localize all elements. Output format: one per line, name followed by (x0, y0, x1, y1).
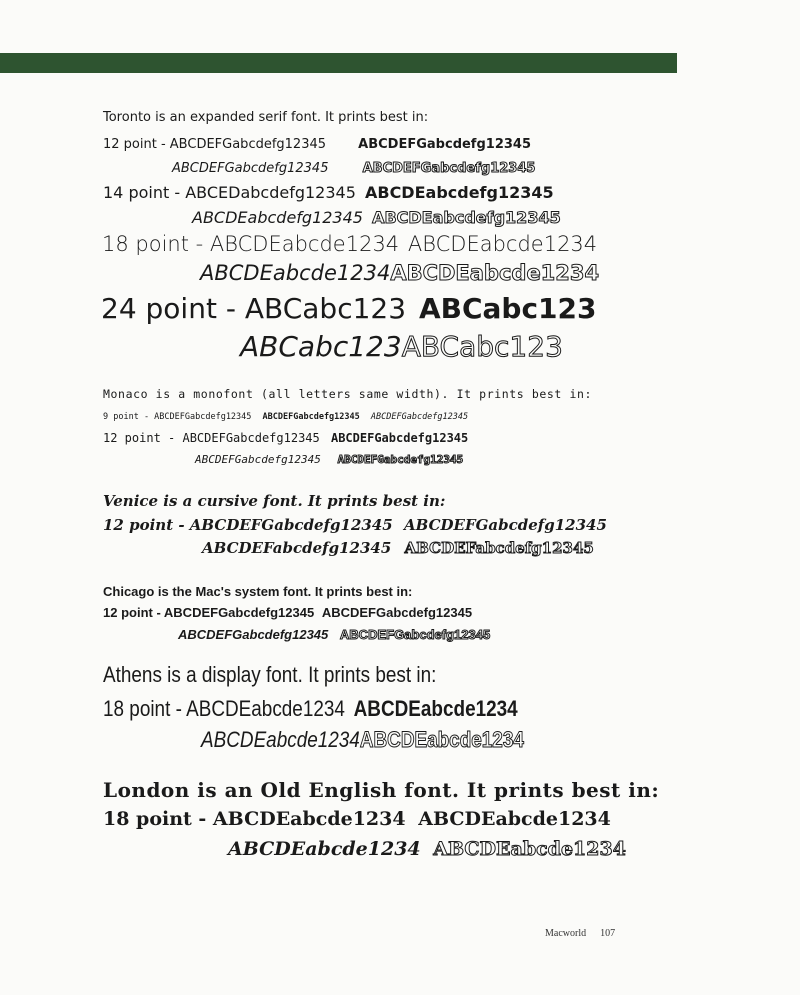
venice-12-outline: ABCDEFabcdefg12345 (404, 539, 594, 557)
monaco-12-styles (195, 454, 463, 465)
toronto-14-italic: ABCDEabcdefg12345 (192, 208, 363, 227)
venice-12-plain: 12 point - ABCDEFGabcdefg12345 (103, 516, 393, 534)
page-footer (545, 928, 615, 939)
toronto-24-plain: 24 point - ABCabc123 (101, 292, 407, 325)
monaco-12-point (103, 432, 468, 444)
athens-18-bold: ABCDEabcde1234 (353, 696, 518, 721)
london-18-styles (228, 840, 626, 859)
toronto-12-point (103, 138, 531, 151)
toronto-intro: Toronto is an expanded serif font. It prints best in: (103, 110, 429, 125)
athens-18-point (103, 698, 518, 720)
toronto-12-italic: ABCDEFGabcdefg12345 (172, 161, 329, 176)
venice-12-italic: ABCDEFabcdefg12345 (202, 539, 392, 557)
toronto-18-plain-2: ABCDEabcde1234 (407, 232, 598, 256)
toronto-18-outline: ABCDEabcde1234 (390, 261, 600, 285)
chicago-12-bold: ABCDEFGabcdefg12345 (321, 605, 473, 620)
monaco-12-plain: 12 point - ABCDEFGabcdefg12345 (103, 431, 320, 445)
page-number: 107 (600, 928, 616, 939)
athens-18-plain: 18 point - ABCDEabcde1234 (103, 696, 345, 721)
toronto-24-styles (240, 330, 563, 363)
chicago-intro: Chicago is the Mac's system font. It prints best in: (103, 584, 413, 599)
venice-12-bold: ABCDEFGabcdefg12345 (403, 516, 607, 534)
toronto-18-styles (200, 263, 599, 284)
chicago-12-italic: ABCDEFGabcdefg12345 (178, 627, 329, 642)
toronto-18-italic: ABCDEabcde1234 (200, 261, 391, 285)
venice-12-styles (202, 541, 594, 556)
athens-intro: Athens is a display font. It prints best in: (103, 662, 437, 687)
toronto-12-outline: ABCDEFGabcdefg12345 (362, 161, 536, 176)
toronto-14-styles (192, 210, 561, 226)
toronto-12-styles (172, 162, 535, 175)
header-bar (0, 53, 677, 73)
monaco-12-outline: ABCDEFGabcdefg12345 (337, 453, 464, 466)
chicago-12-styles (178, 628, 490, 641)
monaco-9-italic: ABCDEFGabcdefg12345 (370, 412, 469, 422)
toronto-24-italic: ABCabc123 (240, 330, 402, 363)
chicago-12-outline: ABCDEFGabcdefg12345 (339, 627, 491, 642)
chicago-12-point (103, 606, 472, 619)
toronto-24-outline: ABCabc123 (401, 330, 563, 363)
monaco-intro: Monaco is a monofont (all letters same width). It prints best in: (103, 387, 593, 401)
monaco-9-point (103, 413, 468, 422)
london-18-outline: ABCDEabcde1234 (433, 838, 626, 860)
toronto-18-plain: 18 point - ABCDEabcde1234 (102, 232, 400, 256)
london-18-plain: 18 point - ABCDEabcde1234 (103, 808, 406, 830)
athens-18-outline: ABCDEabcde1234 (359, 727, 524, 752)
london-intro: London is an Old English font. It prints best in: (103, 778, 660, 802)
toronto-14-outline: ABCDEabcdefg12345 (372, 208, 561, 227)
monaco-12-bold: ABCDEFGabcdefg12345 (330, 431, 469, 445)
toronto-12-plain: 12 point - ABCDEFGabcdefg12345 (103, 137, 327, 152)
london-18-bold: ABCDEabcde1234 (418, 808, 611, 830)
athens-18-styles (201, 729, 524, 751)
venice-intro: Venice is a cursive font. It prints best in: (103, 492, 446, 510)
london-18-italic: ABCDEabcde1234 (228, 838, 421, 860)
toronto-14-bold: ABCDEabcdefg12345 (364, 183, 554, 202)
toronto-14-plain: 14 point - ABCEDabcdefg12345 (103, 183, 356, 202)
toronto-12-bold: ABCDEFGabcdefg12345 (358, 137, 531, 152)
venice-12-point (103, 518, 607, 533)
toronto-24-point (101, 292, 597, 325)
monaco-9-bold: ABCDEFGabcdefg12345 (262, 412, 360, 422)
magazine-name: Macworld (545, 928, 587, 939)
toronto-14-point (103, 185, 554, 201)
chicago-12-plain: 12 point - ABCDEFGabcdefg12345 (103, 605, 315, 620)
monaco-9-plain: 9 point - ABCDEFGabcdefg12345 (103, 412, 252, 422)
athens-18-italic: ABCDEabcde1234 (201, 727, 360, 752)
toronto-18-point (102, 234, 597, 255)
monaco-12-italic: ABCDEFGabcdefg12345 (195, 453, 321, 466)
toronto-24-bold: ABCabc123 (418, 292, 597, 325)
london-18-point (103, 810, 611, 829)
